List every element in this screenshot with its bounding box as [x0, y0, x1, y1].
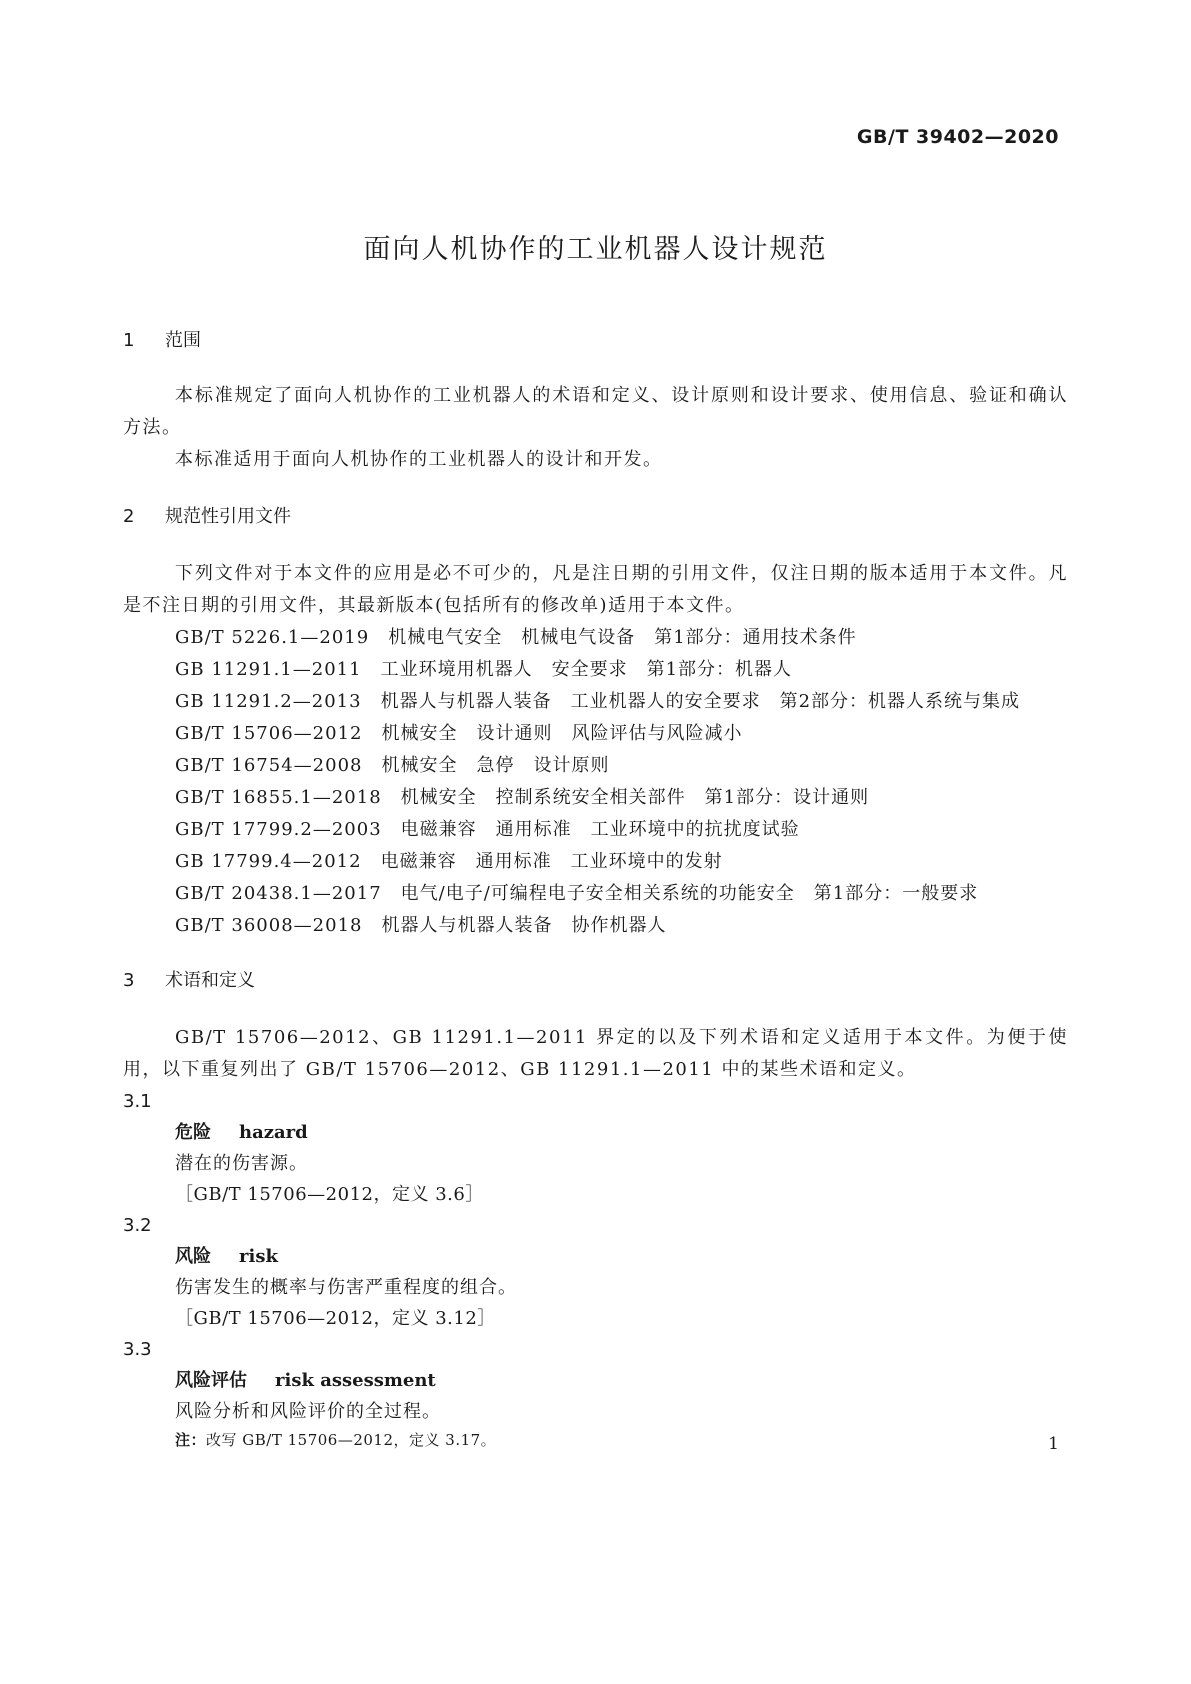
- section-number: 2: [123, 506, 135, 527]
- section-heading-3: [123, 970, 1068, 992]
- section-number: 1: [123, 330, 135, 351]
- term-definition: 伤害发生的概率与伤害严重程度的组合。: [175, 1277, 517, 1298]
- section-title: 范围: [165, 330, 201, 351]
- term-number: 3.3: [123, 1339, 152, 1360]
- term-definition: 风险分析和风险评价的全过程。: [175, 1401, 441, 1422]
- reference-item: GB/T 16855.1—2018 机械安全 控制系统安全相关部件 第1部分：设计通则: [175, 787, 870, 808]
- reference-item: GB/T 5226.1—2019 机械电气安全 机械电气设备 第1部分：通用技术条件: [175, 627, 857, 648]
- term-number: 3.2: [123, 1215, 152, 1236]
- section-number: 3: [123, 970, 135, 991]
- note-label: 注：: [175, 1431, 207, 1449]
- page-number: 1: [1048, 1434, 1059, 1454]
- term-entry: [123, 1117, 1068, 1148]
- section-heading-2: [123, 506, 1068, 528]
- term-name-en: risk assessment: [275, 1370, 436, 1391]
- term-definition: 潜在的伤害源。: [175, 1153, 308, 1174]
- paragraph: 本标准规定了面向人机协作的工业机器人的术语和定义、设计原则和设计要求、使用信息、验证和确认方法。: [123, 385, 1068, 438]
- paragraph: 本标准适用于面向人机协作的工业机器人的设计和开发。: [175, 449, 663, 470]
- term-name-en: hazard: [239, 1122, 308, 1143]
- term-name-zh: 风险评估: [175, 1370, 247, 1391]
- reference-item: GB 11291.1—2011 工业环境用机器人 安全要求 第1部分：机器人: [175, 659, 793, 680]
- term-note: [123, 1427, 1068, 1453]
- section-title: 术语和定义: [165, 970, 255, 991]
- reference-item: GB 11291.2—2013 机器人与机器人装备 工业机器人的安全要求 第2部分：机器人系统与集成: [175, 691, 1021, 712]
- term-entry: [123, 1241, 1068, 1272]
- reference-item: GB/T 36008—2018 机器人与机器人装备 协作机器人: [175, 915, 667, 936]
- document-body: [123, 330, 1068, 1453]
- term-entry: [123, 1365, 1068, 1396]
- document-title: 面向人机协作的工业机器人设计规范: [363, 234, 828, 265]
- paragraph: 下列文件对于本文件的应用是必不可少的，凡是注日期的引用文件，仅注日期的版本适用于本文件。凡是不注日期的引用文件，其最新版本(包括所有的修改单)适用于本文件。: [123, 563, 1068, 616]
- section-heading-1: [123, 330, 1068, 352]
- term-number: 3.1: [123, 1091, 152, 1112]
- term-name-zh: 风险: [175, 1246, 211, 1267]
- standard-number: GB/T 39402—2020: [856, 126, 1059, 148]
- section-title: 规范性引用文件: [165, 506, 291, 527]
- reference-item: GB/T 17799.2—2003 电磁兼容 通用标准 工业环境中的抗扰度试验: [175, 819, 800, 840]
- term-source: ［GB/T 15706—2012，定义 3.6］: [175, 1184, 484, 1205]
- term-name-zh: 危险: [175, 1122, 211, 1143]
- term-name-en: risk: [239, 1246, 278, 1267]
- reference-item: GB/T 16754—2008 机械安全 急停 设计原则: [175, 755, 610, 776]
- reference-item: GB 17799.4—2012 电磁兼容 通用标准 工业环境中的发射: [175, 851, 723, 872]
- reference-item: GB/T 15706—2012 机械安全 设计通则 风险评估与风险减小: [175, 723, 743, 744]
- term-source: ［GB/T 15706—2012，定义 3.12］: [175, 1308, 496, 1329]
- note-text: 改写 GB/T 15706—2012，定义 3.17。: [206, 1431, 497, 1449]
- paragraph: GB/T 15706—2012、GB 11291.1—2011 界定的以及下列术语和定义适用于本文件。为便于使用，以下重复列出了 GB/T 15706—2012、GB 11291.1—2011 中的某些术语和定义。: [123, 1027, 1068, 1080]
- reference-item: GB/T 20438.1—2017 电气/电子/可编程电子安全相关系统的功能安全 第1部分：一般要求: [175, 883, 979, 904]
